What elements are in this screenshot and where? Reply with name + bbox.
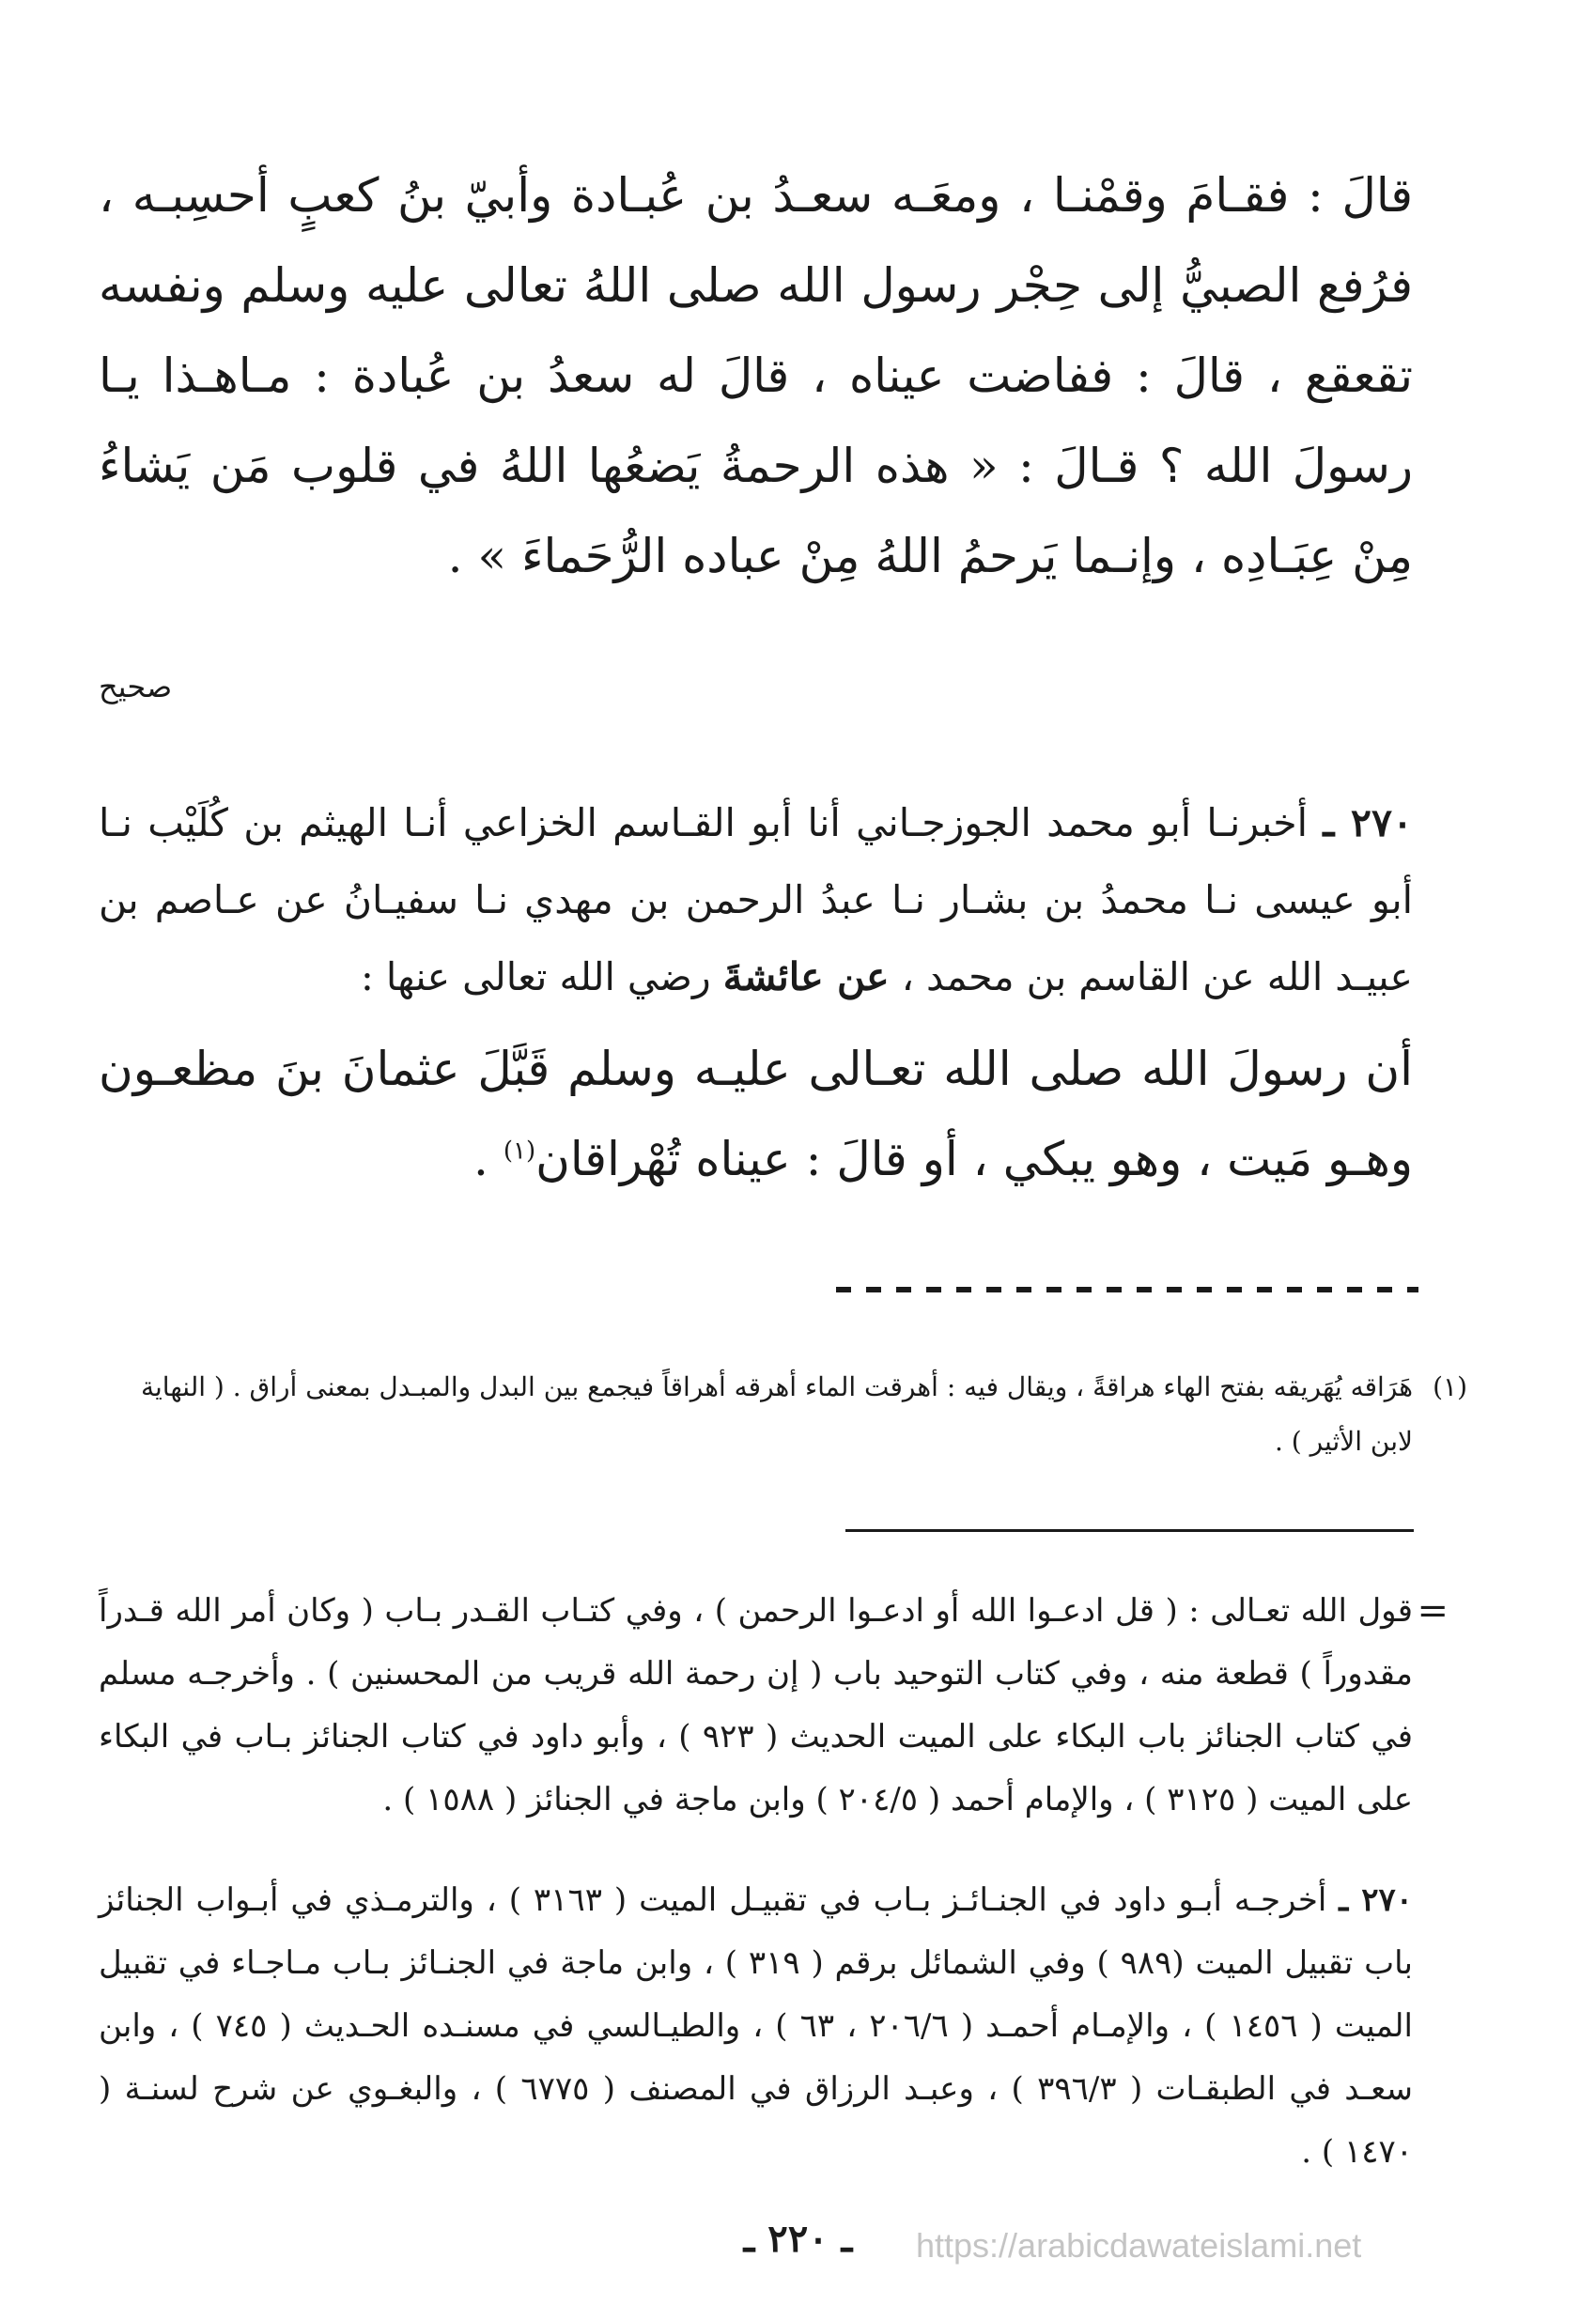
note-269	[99, 1580, 1449, 1832]
hadith-270-chain-end: رضي الله تعالى عنها :	[360, 954, 711, 999]
hadith-270-matn-end: .	[473, 1132, 504, 1186]
note-270-number: ٢٧٠ ـ	[1339, 1881, 1413, 1919]
continuation-mark: =	[1417, 1589, 1449, 1632]
hadith-270-isnad	[99, 784, 1413, 1015]
footnote-reference: (١)	[503, 1137, 536, 1166]
hadith-270-companion: عن عائشةَ	[722, 954, 890, 999]
note-270	[99, 1869, 1413, 2184]
notes-rule	[845, 1529, 1414, 1532]
hadith-270-matn-text: أن رسولَ الله صلى الله تعـالى عليـه وسلم قَبَّلَ عثمانَ بنَ مظعـون وهـو مَيت ، وهو يبكي ، أو قالَ : عيناه تُهْراقان	[99, 1042, 1413, 1186]
footnote-number: (١)	[1433, 1371, 1467, 1402]
note-270-text: أخرجـه أبـو داود في الجنـائـز بـاب في تقبيـل الميت ( ٣١٦٣ ) ، والترمـذي في أبـواب الجنائز باب تقبيل الميت (٩٨٩ ) وفي الشمائل برقم ( ٣١٩ ) ، وابن ماجة في الجنـائز بـاب مـاجـاء في تقبيل الميت ( ١٤٥٦ ) ، والإمـام أحمـد ( ٢٠٦/٦ ، ٦٣ ) ، والطيـالسي في مسنـده الحـديث ( ٧٤٥ ) ، وابن سعـد في الطبقـات ( ٣٩٦/٣ ) ، وعبـد الرزاق في المصنف ( ٦٧٧٥ ) ، والبغـوي عن شرح لسنـة ( ١٤٧٠ ) .	[99, 1881, 1413, 2171]
hadith-269-body: قالَ : فقـامَ وقمْنـا ، ومعَـه سعـدُ بن عُبـادة وأبيّ بنُ كعبٍ أحسِبـه ، فرُفع الصبيُّ إلى حِجْر رسول الله صلى اللهُ تعالى عليه وسلم ونفسه تقعقع ، قالَ : ففاضت عيناه ، قالَ له سعدُ بن عُبادة : مـاهـذا يـا رسولَ الله ؟ قـالَ : « هذه الرحمةُ يَضعُها اللهُ في قلوب مَن يَشاءُ مِنْ عِبَـادِه ، وإنـما يَرحمُ اللهُ مِنْ عباده الرُّحَماءَ » .	[99, 168, 1413, 583]
hadith-269-text	[99, 150, 1413, 601]
footnote-text: هَرَاقه يُهَريقه بفتح الهاء هراقةً ، ويقال فيه : أهرقت الماء أهرقه أهراقاً فيجمع بين البدل والمبـدل بمعنى أراق . ( النهاية لابن الأثير ) .	[141, 1371, 1413, 1457]
page-number: ـ ٢٢٠ ـ	[743, 2217, 853, 2261]
watermark-url: https://arabicdawateislami.net	[916, 2226, 1362, 2265]
note-269-text: قول الله تعـالى : ( قل ادعـوا الله أو ادعـوا الرحمن ) ، وفي كتـاب القـدر بـاب ( وكان أمر الله قـدراً مقدوراً ) قطعة منه ، وفي كتاب التوحيد باب ( إن رحمة الله قريب من المحسنين ) . وأخرجـه مسلم في كتاب الجنائز باب البكاء على الميت الحديث ( ٩٢٣ ) ، وأبو داود في كتاب الجنائز بـاب في البكاء على الميت ( ٣١٢٥ ) ، والإمام أحمد ( ٢٠٤/٥ ) وابن ماجة في الجنائز ( ١٥٨٨ ) .	[99, 1592, 1413, 1818]
grade-label: صحيح	[99, 669, 173, 704]
footnote	[99, 1360, 1467, 1469]
dashed-separator	[836, 1287, 1418, 1292]
hadith-270-chain: أخبرنـا أبو محمد الجوزجـاني أنا أبو القـاسم الخزاعي أنـا الهيثم بن كُلَيْب نـا أبو عيسى نـا محمدُ بن بشـار نـا عبدُ الرحمن بن مهدي نـا سفيـانُ عن عـاصم بن عبيـد الله عن القاسم بن محمد ،	[99, 800, 1413, 999]
hadith-270-matn	[99, 1024, 1413, 1204]
hadith-270-number: ٢٧٠ ـ	[1323, 800, 1413, 845]
